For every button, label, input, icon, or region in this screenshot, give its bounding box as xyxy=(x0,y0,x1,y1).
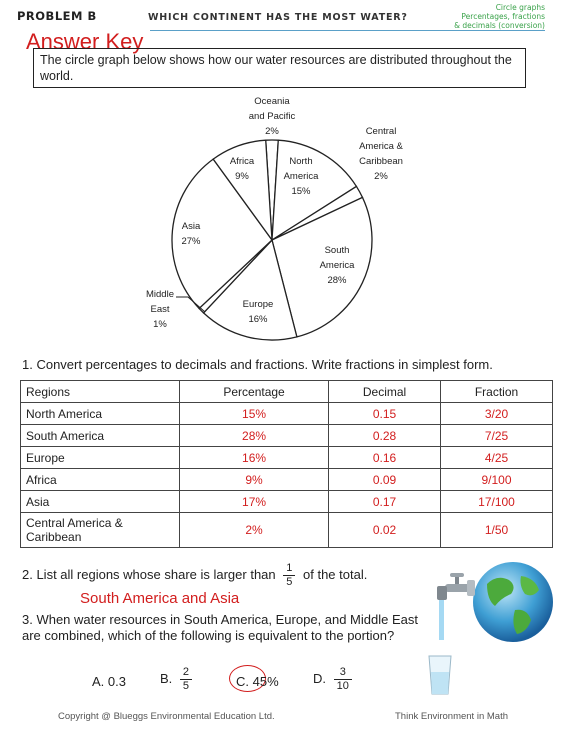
fraction-cell: 1/50 xyxy=(441,513,553,548)
region-line-2: Caribbean xyxy=(26,530,82,544)
pie-label-europe: Europe 16% xyxy=(242,299,274,325)
question-3-text: 3. When water resources in South America, Europe, and Middle East are combined, which of the following is equivalent to the portion? xyxy=(22,612,418,643)
decimal-cell: 0.09 xyxy=(329,469,441,491)
region-cell: Asia xyxy=(21,491,180,513)
percent-cell: 2% xyxy=(180,513,329,548)
table-row xyxy=(21,469,553,491)
option-a: A. 0.3 xyxy=(92,674,126,689)
topic-tags xyxy=(454,3,545,30)
region-cell: South America xyxy=(21,425,180,447)
q2-suffix: of the total. xyxy=(303,566,368,582)
question-2-answer: South America and Asia xyxy=(80,590,240,607)
table-header-row xyxy=(21,381,553,403)
header-divider xyxy=(150,30,545,31)
header-regions: Regions xyxy=(21,381,180,403)
percent-cell: 15% xyxy=(180,403,329,425)
fraction-cell: 3/20 xyxy=(441,403,553,425)
topic-line-1: Circle graphs xyxy=(495,3,545,12)
table-row xyxy=(21,513,553,548)
region-cell xyxy=(21,513,180,548)
topic-line-2: Percentages, fractions xyxy=(461,12,545,21)
globe-icon xyxy=(473,562,553,642)
fraction-cell: 4/25 xyxy=(441,447,553,469)
pie-label-africa: Africa 9% xyxy=(229,156,255,182)
region-cell: North America xyxy=(21,403,180,425)
q2-frac-den: 5 xyxy=(286,576,293,588)
question-1-text: 1. Convert percentages to decimals and fractions. Write fractions in simplest form. xyxy=(22,357,493,372)
intro-box: The circle graph below shows how our water resources are distributed throughout the world. xyxy=(33,48,526,88)
answer-key-title: Answer Key xyxy=(26,29,144,54)
option-d-num: 3 xyxy=(334,666,352,680)
pie-label-north-america: North America 15% xyxy=(283,156,319,197)
option-b-num: 2 xyxy=(180,666,192,680)
q2-prefix: 2. List all regions whose share is larger than xyxy=(22,566,276,582)
table-row xyxy=(21,425,553,447)
percent-cell: 28% xyxy=(180,425,329,447)
option-d-letter: D. xyxy=(313,670,326,686)
fraction-cell: 17/100 xyxy=(441,491,553,513)
pie-label-oceania-and-pacific: Oceania and Pacific 2% xyxy=(248,96,296,137)
pie-label-middle-east: Middle East 1% xyxy=(146,289,174,330)
water-pie-chart xyxy=(0,90,567,350)
pie-label-central-america-caribbean: Central America & Caribbean 2% xyxy=(359,126,403,182)
option-d xyxy=(313,666,356,693)
header-decimal: Decimal xyxy=(329,381,441,403)
header-fraction: Fraction xyxy=(441,381,553,403)
q2-fraction xyxy=(283,562,295,589)
conversion-table xyxy=(20,380,553,548)
option-b-letter: B. xyxy=(160,670,173,686)
percent-cell: 9% xyxy=(180,469,329,491)
region-cell: Africa xyxy=(21,469,180,491)
water-glass-icon xyxy=(429,656,451,694)
decimal-cell: 0.15 xyxy=(329,403,441,425)
question-2-text xyxy=(22,562,367,589)
header-percentage: Percentage xyxy=(180,381,329,403)
table-row xyxy=(21,447,553,469)
option-d-den: 10 xyxy=(336,680,349,692)
decimal-cell: 0.16 xyxy=(329,447,441,469)
topic-line-3: & decimals (conversion) xyxy=(454,21,545,30)
percent-cell: 17% xyxy=(180,491,329,513)
footer-brand: Think Environment in Math xyxy=(395,711,508,722)
option-b-fraction xyxy=(180,666,192,693)
q2-frac-num: 1 xyxy=(283,562,295,576)
fraction-cell: 9/100 xyxy=(441,469,553,491)
table-row xyxy=(21,403,553,425)
pie-label-south-america: South America 28% xyxy=(319,245,355,286)
percent-cell: 16% xyxy=(180,447,329,469)
option-b-den: 5 xyxy=(182,680,190,692)
fraction-cell: 7/25 xyxy=(441,425,553,447)
decimal-cell: 0.02 xyxy=(329,513,441,548)
option-b xyxy=(160,666,196,693)
option-c: C. 45% xyxy=(236,674,279,689)
water-tap-icon xyxy=(437,573,475,640)
worksheet-question-title: WHICH CONTINENT HAS THE MOST WATER? xyxy=(148,12,408,23)
footer-copyright: Copyright @ Blueggs Environmental Education Ltd. xyxy=(58,711,275,722)
pie-label-asia: Asia 27% xyxy=(181,221,201,247)
tap-globe-illustration xyxy=(425,562,560,702)
option-d-fraction xyxy=(334,666,352,693)
decimal-cell: 0.17 xyxy=(329,491,441,513)
problem-label: PROBLEM B xyxy=(17,9,97,23)
region-cell: Europe xyxy=(21,447,180,469)
region-line-1: Central America & xyxy=(26,516,123,530)
decimal-cell: 0.28 xyxy=(329,425,441,447)
table-row xyxy=(21,491,553,513)
